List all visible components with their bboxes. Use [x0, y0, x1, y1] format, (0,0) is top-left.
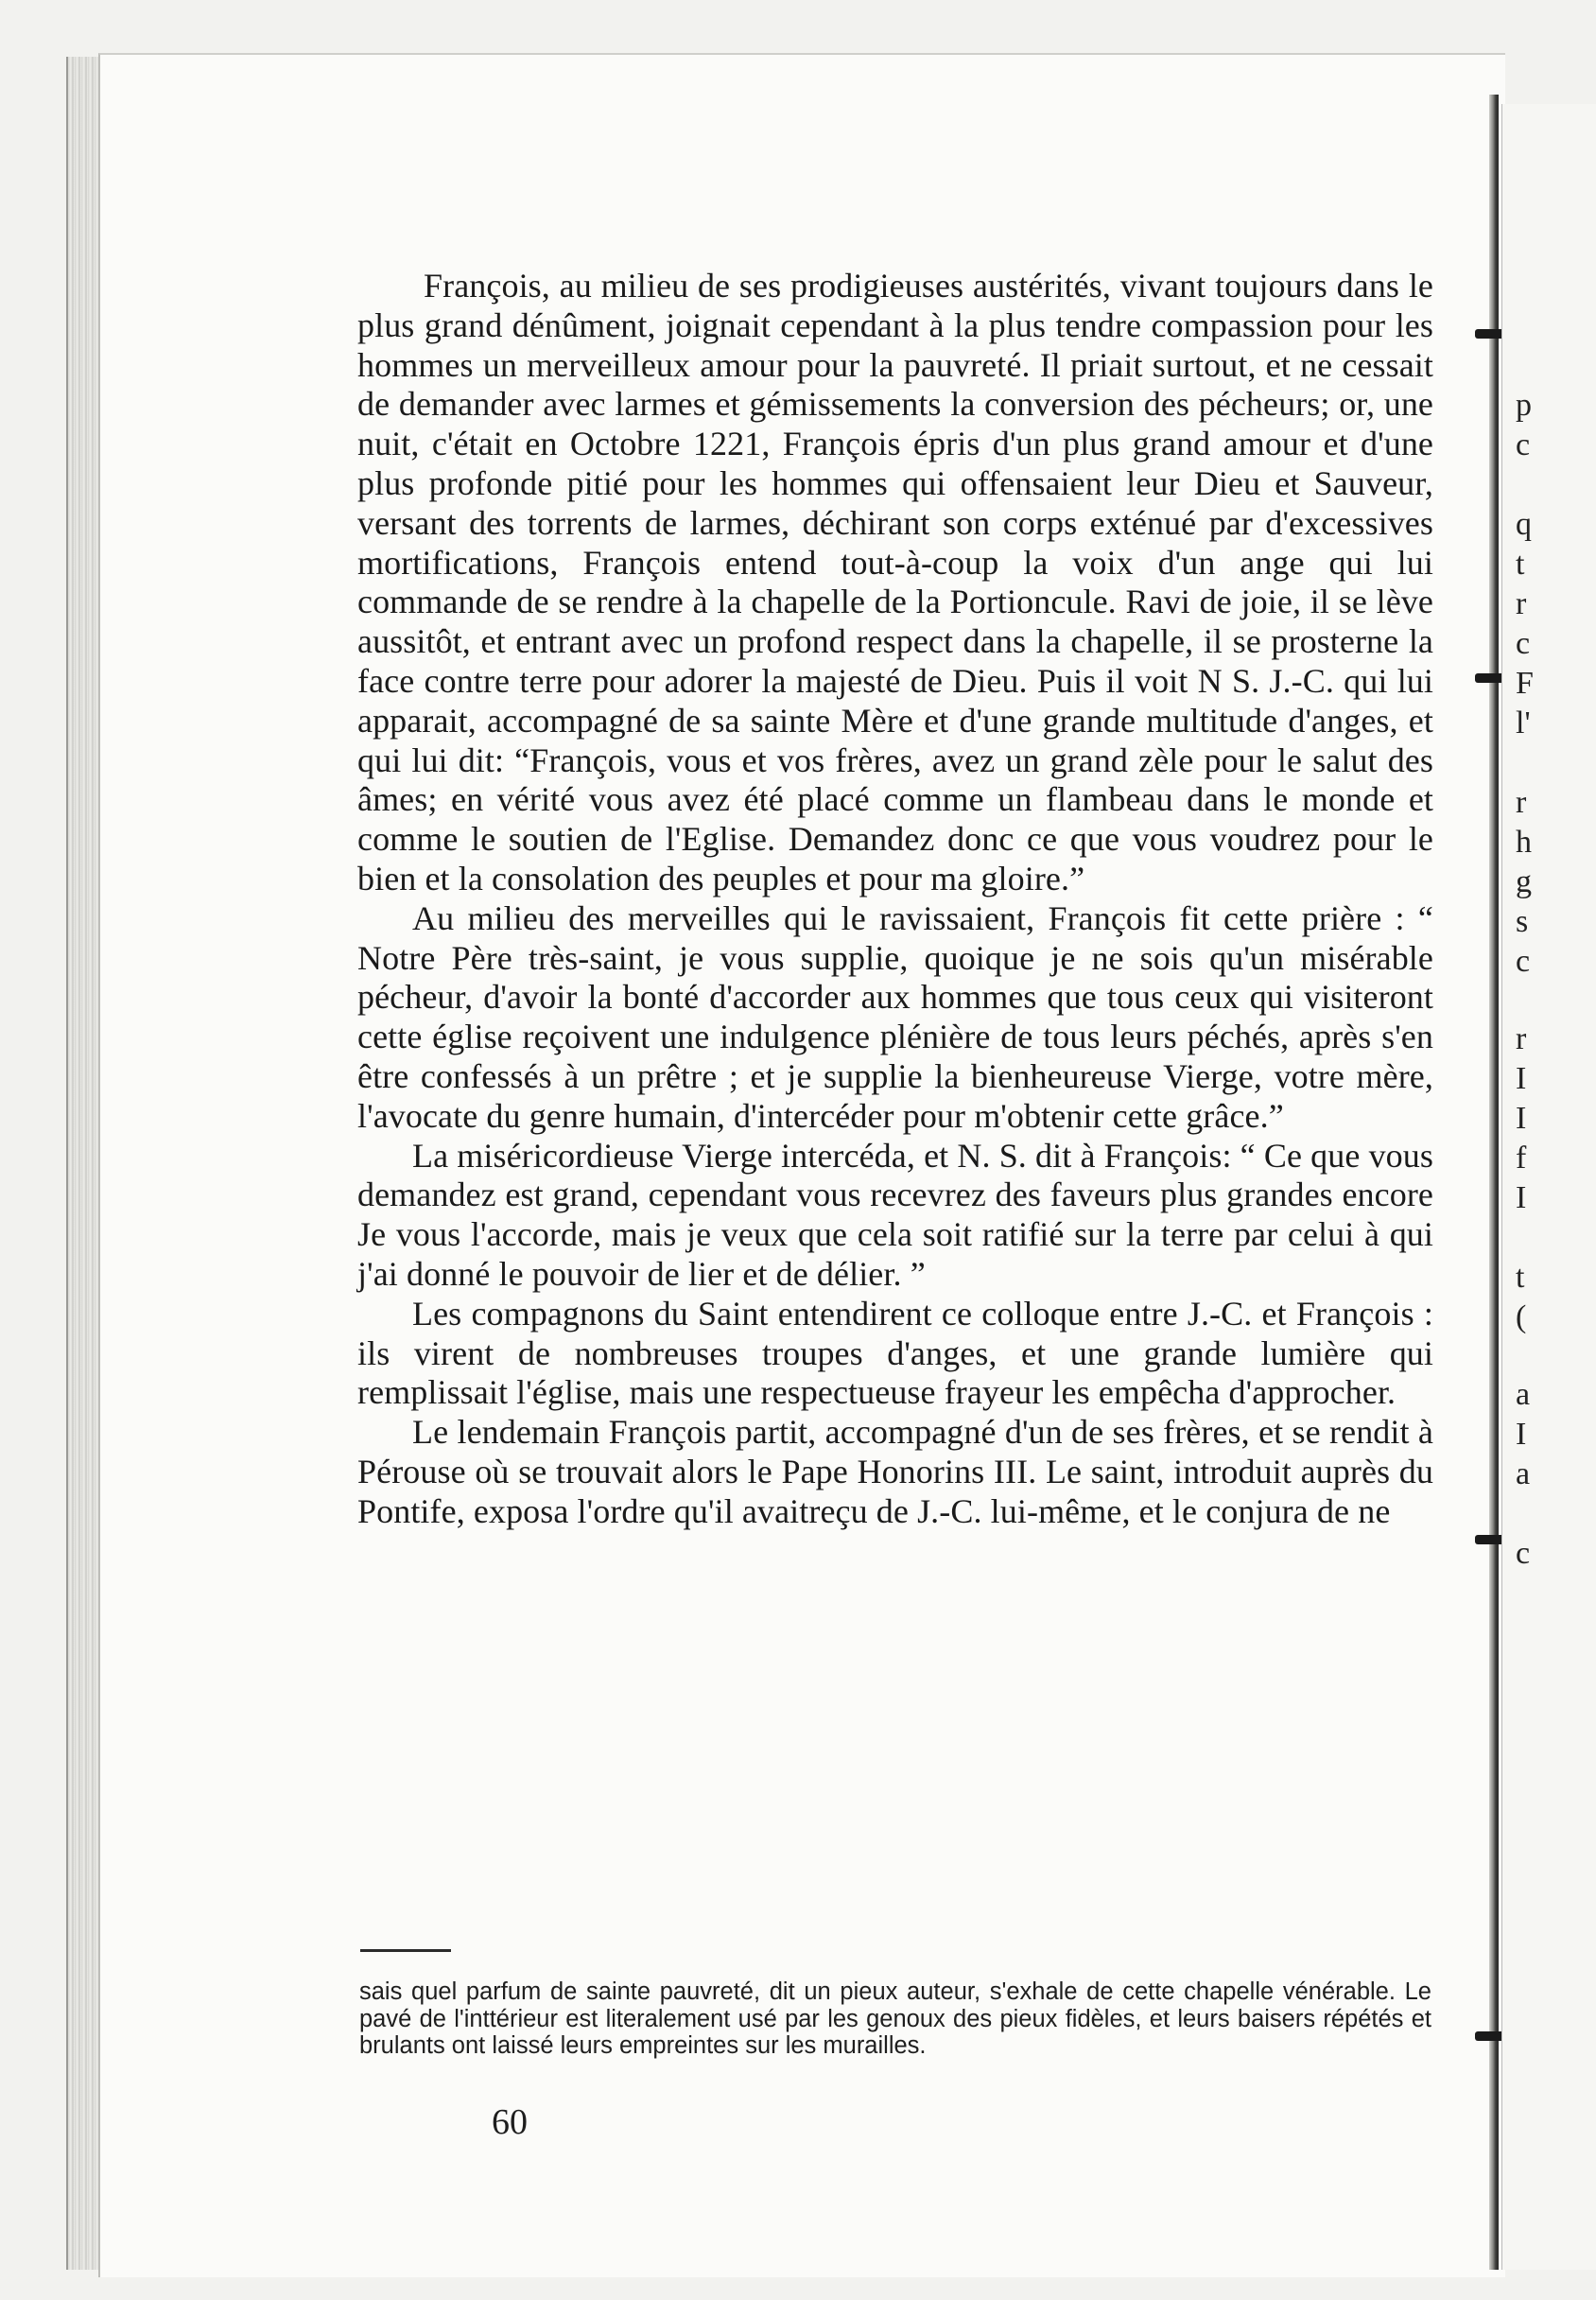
facing-page-fragment: h [1516, 825, 1532, 860]
body-text [357, 267, 1433, 1532]
facing-page-fragment: c [1516, 427, 1531, 462]
facing-page-fragment: s [1516, 904, 1529, 939]
paragraph: La miséricordieuse Vierge intercéda, et N. S. dit à François: “ Ce que vous demandez est grand, cependant vous recevrez des faveurs plus grandes encore Je vous l'accorde, mais je veux que cela soit ratifié sur la terre par celui à qui j'ai donné le pouvoir de lier et de délier. ” [357, 1136, 1433, 1293]
page-number: 60 [492, 2102, 528, 2142]
facing-page-fragment: p [1516, 388, 1532, 423]
facing-page-fragment: I [1516, 1417, 1527, 1452]
footnote: sais quel parfum de sainte pauvreté, dit un pieux auteur, s'exhale de cette chapelle vénérable. Le pavé de l'inttérieur est literalement usé par les genoux des pieux fidèles, et leurs baisers répétés et brulants ont laissé leurs empreintes sur les murailles. [359, 1978, 1431, 2059]
facing-page-fragment: r [1516, 785, 1527, 820]
facing-page-fragment: t [1516, 547, 1525, 582]
facing-page-fragment: a [1516, 1377, 1531, 1412]
facing-page-fragment: a [1516, 1456, 1531, 1491]
book-gutter [1489, 95, 1499, 2270]
facing-page-fragment: r [1516, 1021, 1527, 1056]
facing-page-fragment: f [1516, 1141, 1527, 1176]
facing-page-fragment: c [1516, 944, 1531, 979]
facing-page-fragment: g [1516, 864, 1532, 899]
facing-page-fragment: ( [1516, 1299, 1527, 1334]
facing-page-fragment: l' [1516, 706, 1531, 741]
facing-page-fragment: I [1516, 1180, 1527, 1215]
facing-page-fragment: F [1516, 666, 1534, 701]
facing-page-fragment: q [1516, 507, 1532, 542]
facing-page-fragment: r [1516, 586, 1527, 621]
paragraph: Les compagnons du Saint entendirent ce colloque entre J.-C. et François : ils virent de nombreuses troupes d'anges, et une grande lumière qui remplissait l'église, mais une respectueuse frayeur les empêcha d'approcher. [357, 1294, 1433, 1412]
facing-page-fragment: I [1516, 1061, 1527, 1096]
facing-page-fragment: c [1516, 626, 1531, 661]
paragraph: Au milieu des merveilles qui le ravissaient, François fit cette prière : “ Notre Père très-saint, je vous supplie, quoique je ne sois qu'un misérable pécheur, d'avoir la bonté d'accorder aux hommes que tous ceux qui visiteront cette église reçoivent une indulgence plénière de tous leurs péchés, après s'en être confessés à un prêtre ; et je supplie la bienheureuse Vierge, votre mère, l'avocate du genre humain, d'intercéder pour m'obtenir cette grâce.” [357, 898, 1433, 1135]
facing-page-edge [1501, 104, 1596, 2270]
paragraph: Le lendemain François partit, accompagné d'un de ses frères, et se rendit à Pérouse où se trouvait alors le Pape Honorins III. Le saint, introduit auprès du Pontife, exposa l'ordre qu'il avaitreçu de J.-C. lui-même, et le conjura de ne [357, 1413, 1433, 1530]
footnote-rule [360, 1949, 451, 1952]
facing-page-fragment: t [1516, 1260, 1525, 1295]
paragraph: François, au milieu de ses prodigieuses austérités, vivant toujours dans le plus grand dénûment, joignait cependant à la plus tendre compassion pour les hommes un merveilleux amour pour la pauvreté. Il priait surtout, et ne cessait de demander avec larmes et gémissements la conversion des pécheurs; or, une nuit, c'était en Octobre 1221, François épris d'un plus grand amour et d'une plus profonde pitié pour les hommes qui offensaient leur Dieu et Sauveur, versant des torrents de larmes, déchirant son corps exténué par d'excessives mortifications, François entend tout-à-coup la voix d'un ange qui lui commande de se rendre à la chapelle de la Portioncule. Ravi de joie, il se lève aussitôt, et entrant avec un profond respect dans la chapelle, il se prosterne la face contre terre pour adorer la majesté de Dieu. Puis il voit N S. J.-C. qui lui apparait, accompagné de sa sainte Mère et d'une grande multitude d'anges, et qui lui dit: “François, vous et vos frères, avez un grand zèle pour le salut des âmes; en vérité vous avez été placé comme un flambeau dans le monde et comme le soutien de l'Eglise. Demandez donc ce que vous voudrez pour le bien et la consolation des peuples et pour ma gloire.” [357, 267, 1433, 897]
facing-page-fragment: c [1516, 1536, 1531, 1571]
facing-page-fragment: I [1516, 1101, 1527, 1136]
